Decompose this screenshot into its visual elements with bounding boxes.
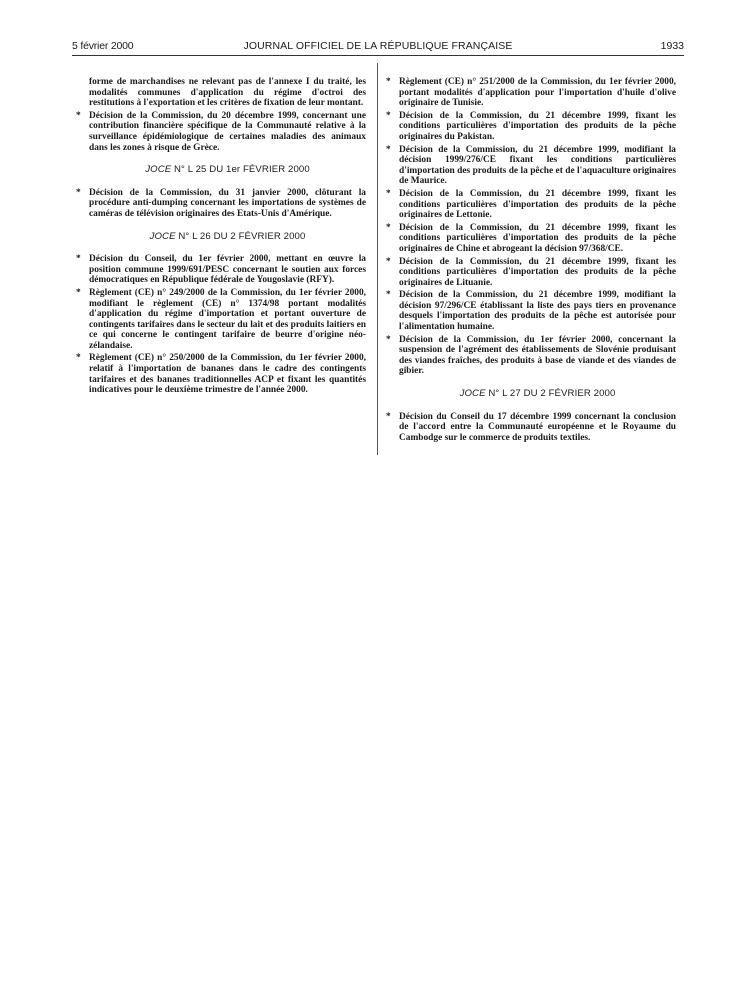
header-title: JOURNAL OFFICIEL DE LA RÉPUBLIQUE FRANÇAISE: [243, 40, 513, 52]
list-item: [386, 290, 676, 332]
entry-text: Décision de la Commission, du 21 décembre 1999, modifiant la décision 97/296/CE établissant la liste des pays tiers en provenance desquels l'importation des produits de la pêche est autorisée pour l'alimentation humaine.: [399, 290, 676, 333]
section-heading-l25: [89, 165, 366, 176]
bullet-mark: *: [386, 144, 391, 155]
bullet-mark: *: [386, 411, 391, 422]
list-item: [386, 223, 676, 255]
section-heading-l26: [89, 232, 366, 243]
header-rule: [72, 55, 684, 56]
list-item: [76, 353, 366, 395]
bullet-mark: *: [76, 254, 81, 265]
entry-text: Règlement (CE) n° 251/2000 de la Commission, du 1er février 2000, portant modalités d'application pour l'importation d'huile d'olive originaire de Tunisie.: [399, 77, 676, 109]
page-number: 1933: [660, 40, 684, 52]
entry-text: Décision de la Commission, du 21 décembre 1999, fixant les conditions particulières d'importation des produits de la pêche originaires du Pakistan.: [399, 110, 676, 142]
entry-text: Décision de la Commission, du 21 décembre 1999, modifiant la décision 1999/276/CE fixant les conditions particulières d'importation des produits de la pêche et de l'aquaculture originaires de Maurice.: [399, 144, 676, 187]
entry-text: Décision de la Commission, du 21 décembre 1999, fixant les conditions particulières d'importation des produits de la pêche originaires de Lituanie.: [399, 256, 676, 288]
joce-label: JOCE: [459, 388, 486, 400]
entry-text: forme de marchandises ne relevant pas de l'annexe I du traité, les modalités communes d'application du régime d'octroi des restitutions à l'exportation et les critères de fixation de leur montant.: [89, 77, 366, 109]
left-column: [76, 77, 366, 398]
column-divider: [377, 63, 378, 455]
bullet-mark: *: [76, 353, 81, 364]
section-heading-l27: [399, 389, 676, 400]
list-item: [386, 335, 676, 377]
joce-label: JOCE: [149, 230, 176, 242]
page-header: [72, 40, 684, 54]
bullet-mark: *: [386, 77, 391, 87]
list-item: [386, 412, 676, 444]
bullet-mark: *: [386, 222, 391, 233]
entry-text: Règlement (CE) n° 249/2000 de la Commission, du 1er février 2000, modifiant le règlement (CE) n° 1374/98 portant modalités d'application du régime d'importation et portant ouverture de contingents tarifaires dans le secteur du lait et des produits laitiers en ce qui concerne le contingent tarifaire de beurre d'origine néo-zélandaise.: [89, 287, 366, 351]
bullet-mark: *: [386, 110, 391, 121]
heading-text: N° L 25 DU 1er FÉVRIER 2000: [174, 164, 310, 176]
list-item: [386, 111, 676, 143]
bullet-mark: *: [76, 110, 81, 121]
entry-text: Décision de la Commission, du 21 décembre 1999, fixant les conditions particulières d'importation des produits de la pêche originaires de Lettonie.: [399, 188, 676, 221]
heading-text: N° L 27 DU 2 FÉVRIER 2000: [488, 388, 616, 400]
header-date: 5 février 2000: [72, 40, 134, 52]
list-item: [76, 111, 366, 153]
continued-entry: [76, 77, 366, 109]
entry-text: Décision de la Commission, du 1er février 2000, concernant la suspension de l'agrément des établissements de Slovénie produisant des viandes fraîches, des produits à base de viande et des viandes de gibier.: [399, 334, 676, 377]
bullet-mark: *: [76, 287, 81, 298]
joce-label: JOCE: [145, 164, 172, 176]
entry-text: Décision du Conseil, du 1er février 2000, mettant en œuvre la position commune 1999/691/PESC concernant le soutien aux forces démocratiques en République fédérale de Yougoslavie (RFY).: [89, 254, 366, 286]
bullet-mark: *: [76, 187, 81, 198]
heading-text: N° L 26 DU 2 FÉVRIER 2000: [178, 230, 306, 242]
list-item: [76, 188, 366, 220]
bullet-mark: *: [386, 188, 391, 199]
entry-text: Règlement (CE) n° 250/2000 de la Commission, du 1er février 2000, relatif à l'importation de bananes dans le cadre des contingents tarifaires et des bananes traditionnelles ACP et fixant les quantités indicatives pour le deuxième trimestre de l'année 2000.: [89, 353, 366, 396]
list-item: [386, 189, 676, 221]
entry-text: Décision de la Commission, du 20 décembre 1999, concernant une contribution financière spécifique de la Communauté relative à la surveillance épidémiologique de certaines maladies des animaux dans les zones à risque de Grèce.: [89, 110, 366, 153]
list-item: [386, 77, 676, 109]
entry-text: Décision du Conseil du 17 décembre 1999 concernant la conclusion de l'accord entre la Communauté européenne et le Royaume du Cambodge sur le commerce de produits textiles.: [399, 411, 676, 443]
list-item: [386, 257, 676, 289]
entry-text: Décision de la Commission, du 31 janvier 2000, clôturant la procédure anti-dumping concernant les importations de systèmes de caméras de télévision originaires des Etats-Unis d'Amérique.: [89, 187, 366, 219]
bullet-mark: *: [386, 334, 391, 345]
list-item: [386, 145, 676, 187]
list-item: [76, 254, 366, 286]
entry-text: Décision de la Commission, du 21 décembre 1999, fixant les conditions particulières d'importation des produits de la pêche originaires de Chine et abrogeant la décision 97/368/CE.: [399, 222, 676, 254]
bullet-mark: *: [386, 256, 391, 267]
list-item: [76, 288, 366, 352]
right-column: [386, 77, 676, 445]
bullet-mark: *: [386, 290, 391, 301]
